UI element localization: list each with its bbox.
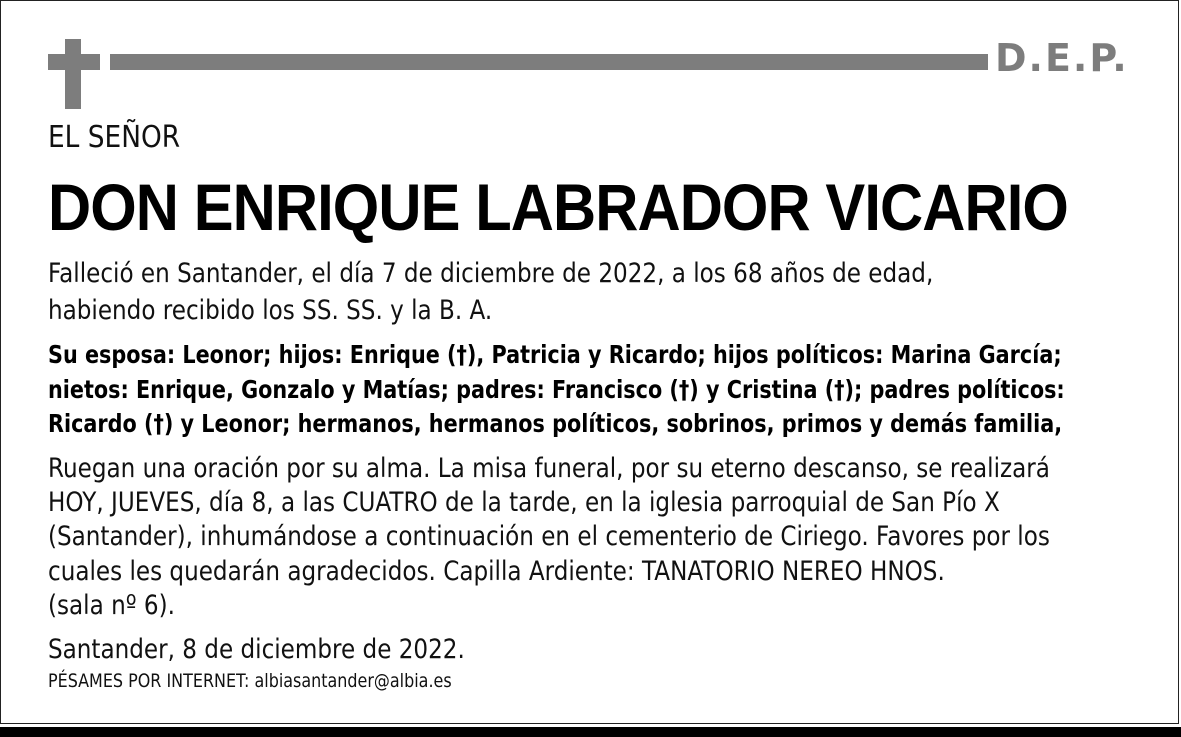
header-rule [110, 54, 988, 70]
place-date: Santander, 8 de diciembre de 2022. [48, 634, 465, 665]
family-line: Ricardo (†) y Leonor; hermanos, hermanos políticos, sobrinos, primos y demás familia, [48, 409, 1063, 438]
honorific: EL SEÑOR [48, 120, 181, 155]
family-line: Su esposa: Leonor; hijos: Enrique (†), Patricia y Ricardo; hijos políticos: Marina García; [48, 340, 1062, 369]
bottom-bar [0, 727, 1181, 737]
death-notice-line: habiendo recibido los SS. SS. y la B. A. [48, 295, 493, 326]
condolences-email: PÉSAMES POR INTERNET: albiasantander@albia.es [48, 670, 452, 692]
deceased-name: DON ENRIQUE LABRADOR VICARIO [48, 170, 1068, 244]
cross-icon [48, 39, 100, 109]
family-line: nietos: Enrique, Gonzalo y Matías; padres: Francisco (†) y Cristina (†); padres políticos: [48, 375, 1065, 404]
death-notice-line: Falleció en Santander, el día 7 de diciembre de 2022, a los 68 años de edad, [48, 258, 934, 289]
service-line: (Santander), inhumándose a continuación en el cementerio de Ciriego. Favores por los [48, 521, 1050, 552]
service-line: (sala nº 6). [48, 590, 175, 621]
service-line: Ruegan una oración por su alma. La misa funeral, por su eterno descanso, se realizará [48, 453, 1050, 484]
service-line: HOY, JUEVES, día 8, a las CUATRO de la tarde, en la iglesia parroquial de San Pío X [48, 487, 1000, 518]
service-line: cuales les quedarán agradecidos. Capilla Ardiente: TANATORIO NEREO HNOS. [48, 556, 945, 587]
dep-label: D.E.P. [995, 36, 1129, 80]
